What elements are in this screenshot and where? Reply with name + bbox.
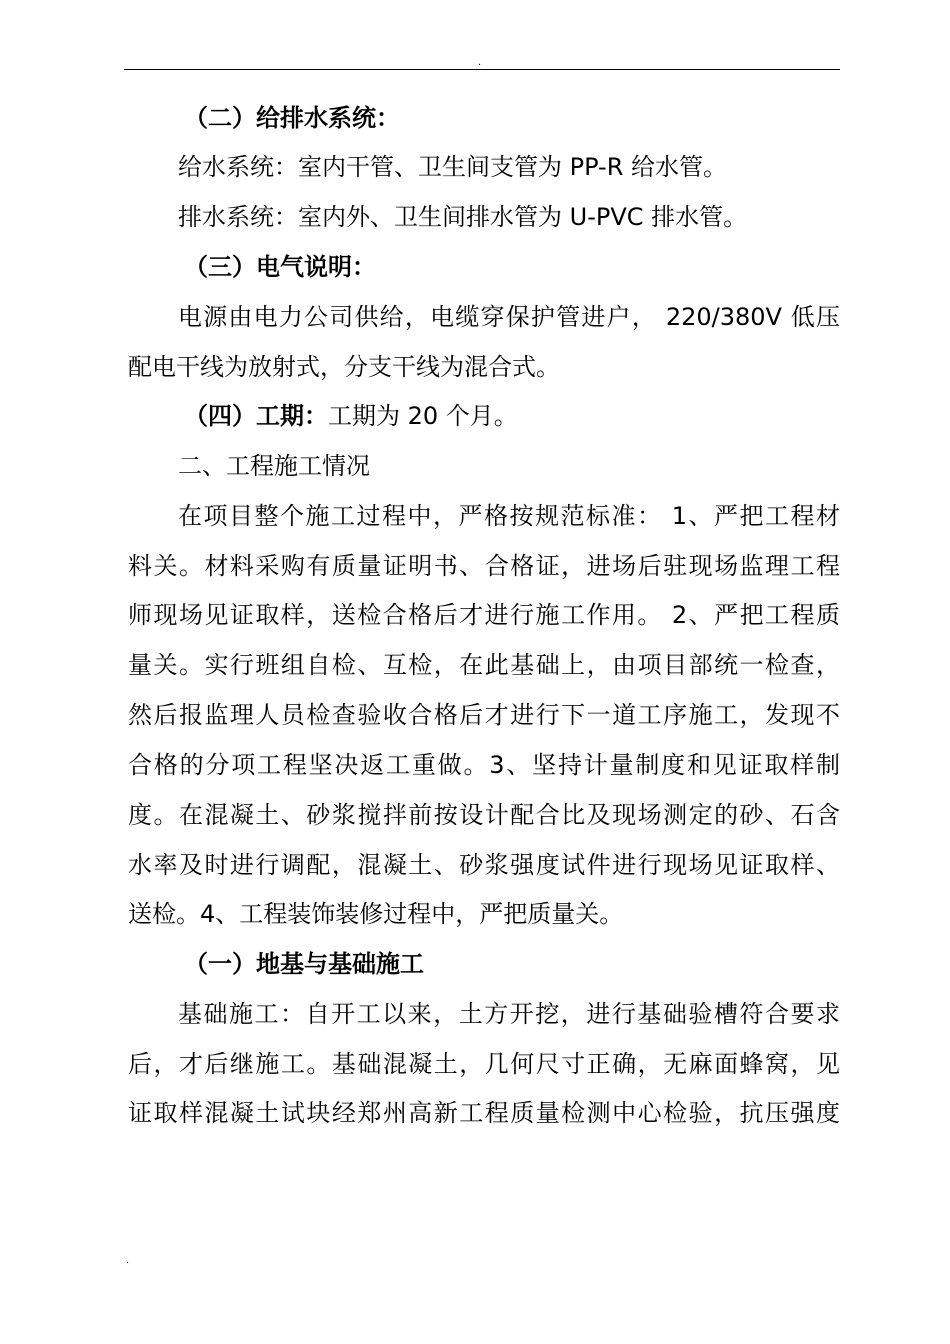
- foundation-paragraph-line: 证取样混凝土试块经郑州高新工程质量检测中心检验，抗压强度: [128, 1099, 840, 1127]
- construction-paragraph-line: 在项目整个施工过程中，严格按规范标准： 1、严把工程材: [178, 502, 840, 530]
- header-mark: .: [478, 57, 482, 68]
- section-heading-water-system: （二）给排水系统：: [184, 104, 400, 132]
- section-heading-electrical: （三）电气说明：: [184, 253, 376, 281]
- construction-paragraph-line: 水率及时进行调配，混凝土、砂浆强度试件进行现场见证取样、: [128, 851, 840, 879]
- schedule-text: 工期为 20 个月。: [328, 402, 518, 430]
- construction-paragraph-line: 度。在混凝土、砂浆搅拌前按设计配合比及现场测定的砂、石含: [128, 801, 840, 829]
- construction-paragraph-line: 料关。材料采购有质量证明书、合格证，进场后驻现场监理工程: [128, 552, 840, 580]
- construction-paragraph-line: 师现场见证取样，送检合格后才进行施工作用。 2、严把工程质: [128, 601, 840, 629]
- schedule-line: [184, 401, 896, 431]
- construction-paragraph-line: 然后报监理人员检查验收合格后才进行下一道工序施工，发现不: [128, 701, 840, 729]
- construction-paragraph-line: 量关。实行班组自检、互检，在此基础上，由项目部统一检查，: [128, 651, 840, 679]
- foundation-paragraph-line: 基础施工：自开工以来，土方开挖，进行基础验槽符合要求: [178, 1000, 840, 1028]
- foundation-paragraph-line: 后，才后继施工。基础混凝土，几何尺寸正确，无麻面蜂窝，见: [128, 1050, 840, 1078]
- electrical-paragraph-line: 配电干线为放射式，分支干线为混合式。: [128, 353, 560, 381]
- electrical-paragraph-line: 电源由电力公司供给，电缆穿保护管进户， 220/380V 低压: [178, 303, 840, 331]
- schedule-heading: （四）工期：: [184, 402, 328, 430]
- construction-paragraph-line: 送检。4、工程装饰装修过程中，严把质量关。: [128, 900, 624, 928]
- construction-paragraph-line: 合格的分项工程坚决返工重做。3、坚持计量制度和见证取样制: [128, 751, 840, 779]
- drainage-paragraph: 排水系统：室内外、卫生间排水管为 U-PVC 排水管。: [178, 203, 748, 231]
- footer-mark: .: [126, 1255, 130, 1266]
- water-supply-paragraph: 给水系统：室内干管、卫生间支管为 PP-R 给水管。: [178, 153, 728, 181]
- section-heading-foundation: （一）地基与基础施工: [184, 950, 424, 978]
- part-heading-construction: 二、工程施工情况: [178, 452, 370, 480]
- header-rule: [124, 69, 840, 70]
